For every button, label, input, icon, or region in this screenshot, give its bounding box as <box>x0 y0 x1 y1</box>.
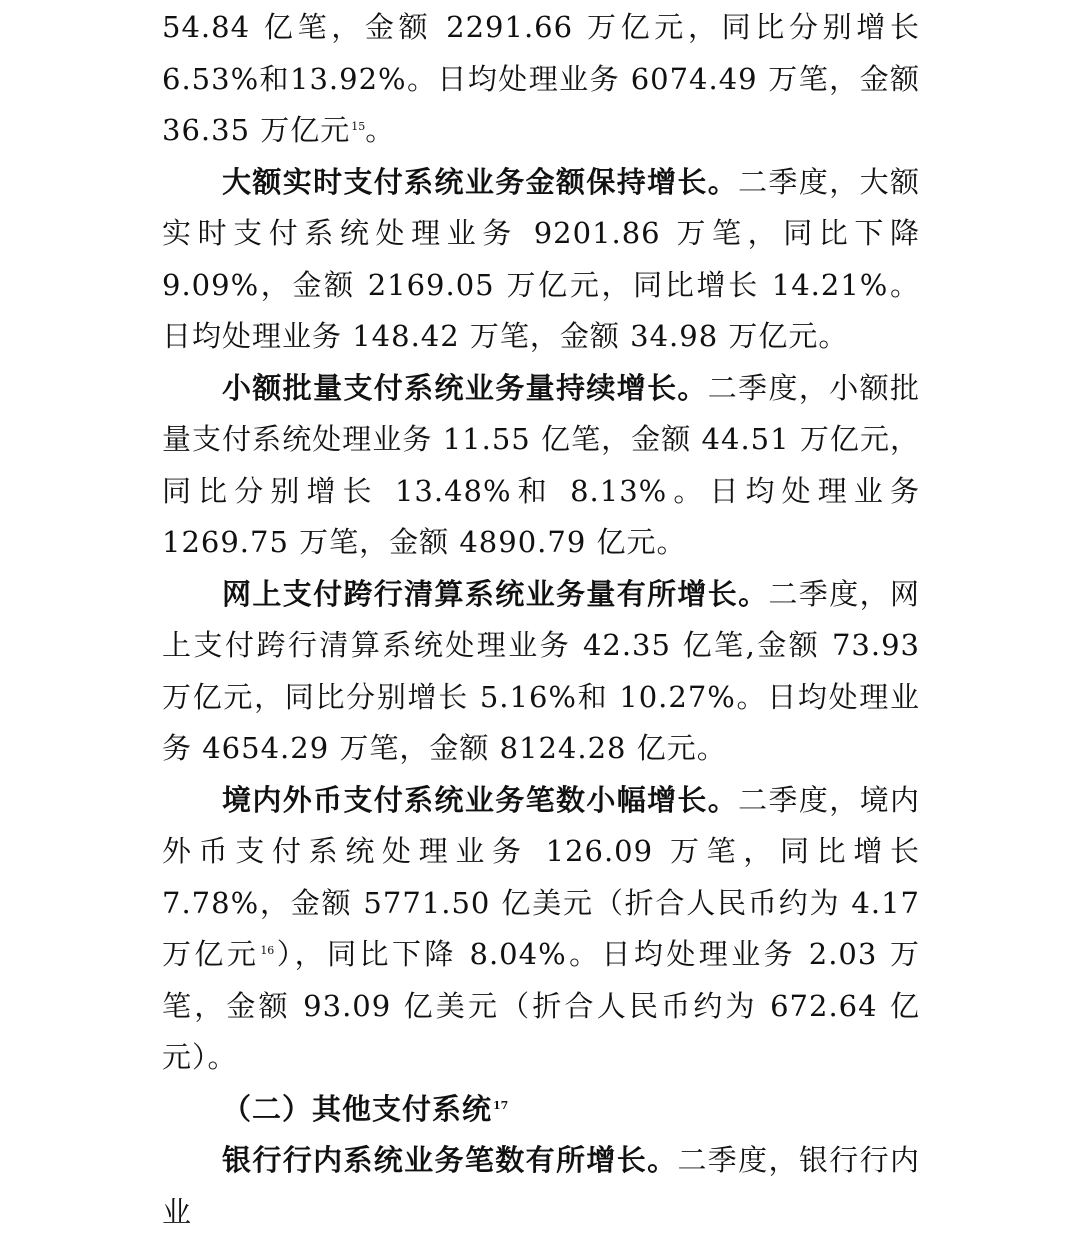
footnote-marker-17[interactable]: 17 <box>493 1098 509 1112</box>
online-payment-heading: 网上支付跨行清算系统业务量有所增长。 <box>222 576 769 611</box>
large-value-body: 二季度，大额实时支付系统处理业务 9201.86 万笔，同比下降 9.09%，金额 2169.05 万亿元，同比增长 14.21%。日均处理业务 148.42 万笔，金额 34.98 万亿元。 <box>162 164 920 353</box>
online-payment-paragraph <box>162 569 920 775</box>
document-page <box>0 2 1080 1229</box>
top-paragraph-tail: 。 <box>365 113 396 147</box>
foreign-currency-body-part-1: 二季度，境内外币支付系统处理业务 126.09 万笔，同比增长 7.78%，金额 5771.50 亿美元（折合人民币约为 4.17 万亿元 <box>162 782 920 971</box>
footnote-marker-16[interactable]: 16 <box>260 944 275 957</box>
top-paragraph <box>162 2 920 157</box>
large-value-heading: 大额实时支付系统业务金额保持增长。 <box>222 164 739 199</box>
bank-internal-paragraph <box>162 1135 920 1238</box>
section-title: （二）其他支付系统 <box>222 1091 493 1126</box>
small-batch-paragraph <box>162 363 920 569</box>
footnote-marker-15[interactable]: 15 <box>351 120 366 133</box>
foreign-currency-body-part-2: ），同比下降 8.04%。日均处理业务 2.03 万笔，金额 93.09 亿美元（折合人民币约为 672.64 亿元）。 <box>162 937 920 1074</box>
small-batch-heading: 小额批量支付系统业务量持续增长。 <box>222 370 708 405</box>
foreign-currency-paragraph <box>162 775 920 1084</box>
section-heading <box>162 1084 920 1136</box>
top-paragraph-text: 54.84 亿笔，金额 2291.66 万亿元，同比分别增长 6.53%和13.92%。日均处理业务 6074.49 万笔，金额 36.35 万亿元 <box>162 10 920 147</box>
small-batch-body: 二季度，小额批量支付系统处理业务 11.55 亿笔，金额 44.51 万亿元，同比分别增长 13.48%和 8.13%。日均处理业务 1269.75 万笔，金额 4890.79 亿元。 <box>162 370 920 559</box>
online-payment-body: 二季度，网上支付跨行清算系统处理业务 42.35 亿笔,金额 73.93 万亿元，同比分别增长 5.16%和 10.27%。日均处理业务 4654.29 万笔，金额 8124.28 亿元。 <box>162 576 920 765</box>
large-value-paragraph <box>162 157 920 363</box>
bank-internal-heading: 银行行内系统业务笔数有所增长。 <box>222 1143 678 1177</box>
bank-internal-body: 二季度，银行行内业 <box>162 1143 920 1229</box>
foreign-currency-heading: 境内外币支付系统业务笔数小幅增长。 <box>222 782 739 817</box>
